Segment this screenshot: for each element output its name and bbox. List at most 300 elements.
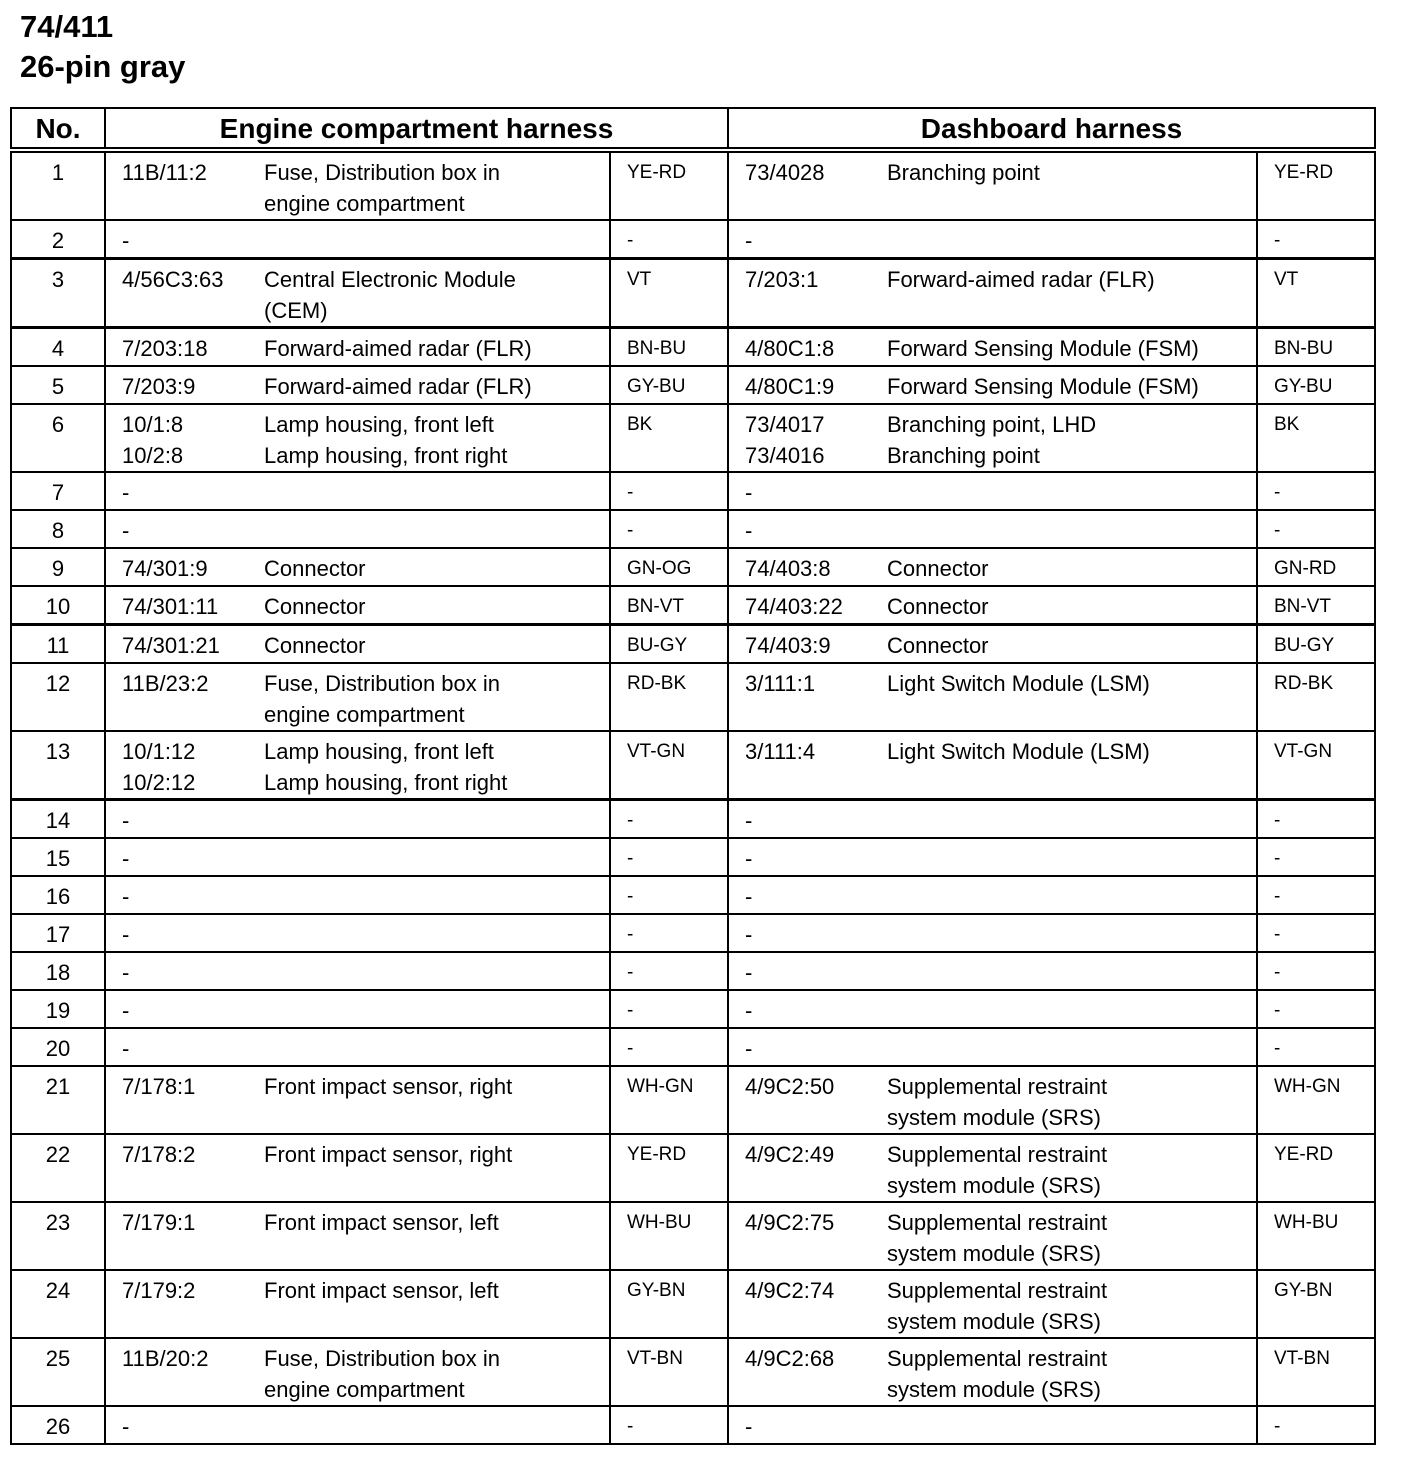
wire-color: WH-BU (1257, 1202, 1375, 1270)
connector-pin: - (122, 228, 130, 253)
wire-color: - (1257, 914, 1375, 952)
connection-line (729, 919, 1256, 950)
connector-pin: - (745, 922, 753, 947)
connector-pin: 73/4017 (745, 412, 825, 437)
pin-number: 16 (11, 876, 105, 914)
wire-color: VT-BN (1257, 1338, 1375, 1406)
connection-line (729, 409, 1256, 440)
connector-pin: - (745, 480, 753, 505)
connection-line (106, 157, 609, 188)
connector-pin (729, 1238, 887, 1269)
connection-line (106, 1139, 609, 1170)
connection-line (729, 1411, 1256, 1442)
wire-color: BN-VT (1257, 586, 1375, 625)
connection-line (106, 767, 609, 798)
wire-color: BK (1257, 404, 1375, 472)
connection-line (106, 1411, 609, 1442)
wire-color: BU-GY (610, 625, 728, 664)
dashboard-connection (728, 510, 1257, 548)
connector-pin: - (122, 922, 130, 947)
component-description: (CEM) (264, 298, 328, 323)
component-description (887, 1033, 1256, 1064)
engine-connection (105, 1270, 610, 1338)
component-description: Supplemental restraint (887, 1210, 1108, 1235)
wire-color: GY-BN (610, 1270, 728, 1338)
wire-color: RD-BK (1257, 663, 1375, 731)
connector-pin: 11B/11:2 (122, 160, 207, 185)
dashboard-connection (728, 150, 1257, 220)
engine-connection (105, 1066, 610, 1134)
connection-line (106, 295, 609, 326)
table-row (11, 404, 1375, 472)
wire-color: VT (610, 259, 728, 328)
engine-connection (105, 731, 610, 800)
engine-connection (105, 548, 610, 586)
component-description: Front impact sensor, right (264, 1142, 513, 1167)
component-description: engine compartment (264, 1377, 465, 1402)
connector-pin: 7/179:1 (122, 1210, 196, 1235)
component-description: system module (SRS) (887, 1105, 1101, 1130)
component-description: Front impact sensor, left (264, 1210, 499, 1235)
connector-pin: 7/178:2 (122, 1142, 196, 1167)
engine-connection (105, 625, 610, 664)
dashboard-connection (728, 1028, 1257, 1066)
component-description (887, 881, 1256, 912)
dashboard-connection (728, 1406, 1257, 1444)
connector-pin: - (122, 884, 130, 909)
wire-color: GY-BU (1257, 366, 1375, 404)
pin-number: 4 (11, 328, 105, 367)
component-description: Lamp housing, front right (264, 443, 508, 468)
table-row (11, 876, 1375, 914)
connector-pin: 7/179:2 (122, 1278, 196, 1303)
dashboard-connection (728, 952, 1257, 990)
engine-connection (105, 150, 610, 220)
connector-pin: - (122, 960, 130, 985)
pin-number: 9 (11, 548, 105, 586)
engine-connection (105, 990, 610, 1028)
wire-color: GN-OG (610, 548, 728, 586)
engine-connection (105, 914, 610, 952)
connection-line (729, 1207, 1256, 1238)
connection-line (106, 1374, 609, 1405)
connection-line (106, 668, 609, 699)
wire-color: - (1257, 1028, 1375, 1066)
dashboard-connection (728, 548, 1257, 586)
wire-color: - (1257, 472, 1375, 510)
pin-number: 14 (11, 800, 105, 839)
component-description: Connector (264, 633, 366, 658)
connector-pin: 4/9C2:75 (745, 1210, 835, 1235)
connector-pin: 73/4028 (745, 160, 825, 185)
connection-line (729, 225, 1256, 256)
connection-line (106, 1033, 609, 1064)
connection-line (106, 371, 609, 402)
wire-color: - (610, 472, 728, 510)
connector-pin: 4/80C1:8 (745, 336, 835, 361)
connection-line (106, 699, 609, 730)
dashboard-connection (728, 876, 1257, 914)
wire-color: WH-BU (610, 1202, 728, 1270)
connector-id: 74/411 (20, 9, 114, 44)
connection-line (106, 1207, 609, 1238)
wire-color: - (1257, 876, 1375, 914)
wire-color: - (610, 220, 728, 259)
pin-number: 8 (11, 510, 105, 548)
table-row (11, 625, 1375, 664)
wire-color: GN-RD (1257, 548, 1375, 586)
dashboard-connection (728, 990, 1257, 1028)
connection-line (729, 957, 1256, 988)
wire-color: - (610, 838, 728, 876)
engine-connection (105, 404, 610, 472)
connection-line (106, 515, 609, 546)
component-description: Branching point (887, 443, 1040, 468)
wire-color: - (1257, 838, 1375, 876)
table-row (11, 1028, 1375, 1066)
engine-connection (105, 586, 610, 625)
component-description: Forward Sensing Module (FSM) (887, 374, 1199, 399)
component-description: system module (SRS) (887, 1173, 1101, 1198)
connection-line (729, 805, 1256, 836)
connection-line (106, 957, 609, 988)
pin-number: 19 (11, 990, 105, 1028)
table-row (11, 220, 1375, 259)
connection-line (106, 553, 609, 584)
connection-line (106, 440, 609, 471)
dashboard-connection (728, 800, 1257, 839)
component-description: Connector (887, 556, 989, 581)
component-description: Connector (264, 556, 366, 581)
component-description: Forward Sensing Module (FSM) (887, 336, 1199, 361)
connector-pin (106, 295, 264, 326)
component-description: Light Switch Module (LSM) (887, 671, 1150, 696)
wire-color: BN-BU (610, 328, 728, 367)
component-description (264, 957, 609, 988)
table-row (11, 366, 1375, 404)
pin-number: 7 (11, 472, 105, 510)
wire-color: - (610, 990, 728, 1028)
connection-line (106, 409, 609, 440)
engine-connection (105, 259, 610, 328)
connection-line (729, 668, 1256, 699)
connector-pin (729, 1374, 887, 1405)
connector-description: 26-pin gray (20, 49, 186, 84)
component-description (264, 515, 609, 546)
wire-color: - (610, 952, 728, 990)
header-dashboard-harness: Dashboard harness (728, 108, 1375, 150)
engine-connection (105, 220, 610, 259)
connector-pin: 7/203:9 (122, 374, 196, 399)
connector-pin: 4/80C1:9 (745, 374, 835, 399)
connection-line (106, 736, 609, 767)
component-description: Front impact sensor, left (264, 1278, 499, 1303)
connection-line (106, 225, 609, 256)
table-row (11, 548, 1375, 586)
component-description: Branching point (887, 160, 1040, 185)
header-row (11, 108, 1375, 150)
wire-color: BN-BU (1257, 328, 1375, 367)
wire-color: - (1257, 800, 1375, 839)
connector-pin: 4/9C2:49 (745, 1142, 835, 1167)
connector-pin: 4/9C2:68 (745, 1346, 835, 1371)
engine-connection (105, 876, 610, 914)
connection-line (729, 1102, 1256, 1133)
wire-color: - (610, 800, 728, 839)
connector-pin: - (122, 846, 130, 871)
wire-color: GY-BN (1257, 1270, 1375, 1338)
table-row (11, 1406, 1375, 1444)
connector-pin (106, 188, 264, 219)
pin-number: 11 (11, 625, 105, 664)
wire-color: - (610, 510, 728, 548)
connection-line (729, 477, 1256, 508)
dashboard-connection (728, 625, 1257, 664)
table-row (11, 731, 1375, 800)
component-description (264, 1033, 609, 1064)
component-description (264, 1411, 609, 1442)
component-description: Connector (887, 633, 989, 658)
table-row (11, 328, 1375, 367)
pin-number: 13 (11, 731, 105, 800)
engine-connection (105, 328, 610, 367)
connection-line (729, 630, 1256, 661)
connection-line (106, 264, 609, 295)
component-description (887, 843, 1256, 874)
table-row (11, 259, 1375, 328)
connector-pin (106, 699, 264, 730)
table-row (11, 1202, 1375, 1270)
dashboard-connection (728, 404, 1257, 472)
connection-line (729, 1374, 1256, 1405)
connector-pin: 3/111:1 (745, 671, 816, 696)
dashboard-connection (728, 220, 1257, 259)
connector-pin: 7/178:1 (122, 1074, 196, 1099)
component-description (887, 957, 1256, 988)
component-description (887, 805, 1256, 836)
connector-pin: - (122, 518, 130, 543)
connection-line (106, 995, 609, 1026)
component-description: Branching point, LHD (887, 412, 1097, 437)
engine-connection (105, 663, 610, 731)
engine-connection (105, 366, 610, 404)
connection-line (729, 591, 1256, 622)
connection-line (106, 1343, 609, 1374)
connector-pin: - (745, 1036, 753, 1061)
component-description: Fuse, Distribution box in (264, 671, 500, 696)
pin-number: 25 (11, 1338, 105, 1406)
component-description: Connector (264, 594, 366, 619)
connector-pin: 10/1:12 (122, 739, 196, 764)
component-description (264, 843, 609, 874)
connection-line (729, 553, 1256, 584)
pin-number: 22 (11, 1134, 105, 1202)
wire-color: BK (610, 404, 728, 472)
connector-pin: - (745, 1414, 753, 1439)
connector-pin: 74/301:9 (122, 556, 208, 581)
connector-pin: 3/111:4 (745, 739, 816, 764)
wire-color: BU-GY (1257, 625, 1375, 664)
connection-line (729, 1071, 1256, 1102)
dashboard-connection (728, 328, 1257, 367)
connection-line (729, 995, 1256, 1026)
connection-line (729, 1139, 1256, 1170)
table-row (11, 472, 1375, 510)
wire-color: - (610, 914, 728, 952)
connection-line (729, 264, 1256, 295)
component-description: engine compartment (264, 191, 465, 216)
component-description (264, 477, 609, 508)
component-description: Front impact sensor, right (264, 1074, 513, 1099)
pin-number: 15 (11, 838, 105, 876)
wire-color: WH-GN (1257, 1066, 1375, 1134)
pin-number: 3 (11, 259, 105, 328)
wire-color: RD-BK (610, 663, 728, 731)
dashboard-connection (728, 472, 1257, 510)
dashboard-connection (728, 366, 1257, 404)
engine-connection (105, 1028, 610, 1066)
component-description (887, 995, 1256, 1026)
connector-pin (729, 1306, 887, 1337)
connector-pin: 10/2:12 (122, 770, 196, 795)
connection-line (106, 1275, 609, 1306)
wire-color: WH-GN (610, 1066, 728, 1134)
connector-pin: 74/403:22 (745, 594, 843, 619)
connection-line (729, 371, 1256, 402)
component-description: Lamp housing, front left (264, 739, 494, 764)
dashboard-connection (728, 663, 1257, 731)
connector-pin: - (745, 846, 753, 871)
engine-connection (105, 472, 610, 510)
dashboard-connection (728, 838, 1257, 876)
pin-number: 10 (11, 586, 105, 625)
connection-line (106, 881, 609, 912)
pin-number: 17 (11, 914, 105, 952)
component-description (887, 1411, 1256, 1442)
component-description (887, 515, 1256, 546)
component-description (264, 919, 609, 950)
component-description: Central Electronic Module (264, 267, 516, 292)
component-description: Lamp housing, front right (264, 770, 508, 795)
connector-pin: - (122, 808, 130, 833)
pin-number: 20 (11, 1028, 105, 1066)
connector-pin: 7/203:1 (745, 267, 819, 292)
connector-pin: 10/1:8 (122, 412, 184, 437)
wire-color: - (1257, 1406, 1375, 1444)
wire-color: - (1257, 990, 1375, 1028)
connector-pin: 7/203:18 (122, 336, 208, 361)
table-row (11, 914, 1375, 952)
component-description (887, 477, 1256, 508)
engine-connection (105, 1338, 610, 1406)
wire-color: - (610, 1406, 728, 1444)
wire-color: BN-VT (610, 586, 728, 625)
connection-line (729, 515, 1256, 546)
header-engine-harness: Engine compartment harness (105, 108, 728, 150)
pinout-table (10, 107, 1376, 1445)
table-row (11, 1338, 1375, 1406)
connection-line (729, 1343, 1256, 1374)
wire-color: - (610, 1028, 728, 1066)
connection-line (106, 805, 609, 836)
wire-color: YE-RD (610, 1134, 728, 1202)
table-row (11, 1270, 1375, 1338)
engine-connection (105, 1134, 610, 1202)
table-row (11, 510, 1375, 548)
connector-pin: 74/403:8 (745, 556, 831, 581)
component-description: Connector (887, 594, 989, 619)
connector-pin: - (745, 998, 753, 1023)
connection-line (106, 1071, 609, 1102)
dashboard-connection (728, 1270, 1257, 1338)
connection-line (729, 1033, 1256, 1064)
table-row (11, 1134, 1375, 1202)
connection-line (106, 477, 609, 508)
wire-color: VT-GN (1257, 731, 1375, 800)
dashboard-connection (728, 586, 1257, 625)
wire-color: YE-RD (1257, 1134, 1375, 1202)
connector-pin: - (122, 480, 130, 505)
connector-pin: - (745, 884, 753, 909)
connector-pin: 10/2:8 (122, 443, 184, 468)
table-row (11, 952, 1375, 990)
component-description: Supplemental restraint (887, 1142, 1108, 1167)
connection-line (106, 591, 609, 622)
dashboard-connection (728, 259, 1257, 328)
dashboard-connection (728, 1338, 1257, 1406)
engine-connection (105, 952, 610, 990)
connector-pin: 11B/20:2 (122, 1346, 209, 1371)
pin-number: 24 (11, 1270, 105, 1338)
component-description: Forward-aimed radar (FLR) (264, 374, 532, 399)
connector-pin: - (122, 1036, 130, 1061)
header-no: No. (11, 108, 105, 150)
connector-pin: - (745, 228, 753, 253)
engine-connection (105, 1406, 610, 1444)
connection-line (106, 919, 609, 950)
engine-connection (105, 510, 610, 548)
dashboard-connection (728, 1134, 1257, 1202)
connection-line (729, 1275, 1256, 1306)
connector-pin (729, 1170, 887, 1201)
component-description: Supplemental restraint (887, 1278, 1108, 1303)
connector-pin: 74/403:9 (745, 633, 831, 658)
pin-number: 2 (11, 220, 105, 259)
component-description (887, 225, 1256, 256)
dashboard-connection (728, 914, 1257, 952)
connection-line (729, 1170, 1256, 1201)
pin-number: 18 (11, 952, 105, 990)
component-description (887, 919, 1256, 950)
connection-line (729, 881, 1256, 912)
wire-color: VT-BN (610, 1338, 728, 1406)
component-description (264, 995, 609, 1026)
connector-pin: 4/56C3:63 (122, 267, 224, 292)
table-row (11, 150, 1375, 220)
connector-pin (729, 1102, 887, 1133)
dashboard-connection (728, 1202, 1257, 1270)
wire-color: - (1257, 952, 1375, 990)
wire-color: - (610, 876, 728, 914)
pin-number: 23 (11, 1202, 105, 1270)
connection-line (729, 440, 1256, 471)
connection-line (729, 1306, 1256, 1337)
connection-line (106, 188, 609, 219)
connection-line (106, 630, 609, 661)
connector-pin: 4/9C2:74 (745, 1278, 835, 1303)
component-description: system module (SRS) (887, 1241, 1101, 1266)
component-description: engine compartment (264, 702, 465, 727)
